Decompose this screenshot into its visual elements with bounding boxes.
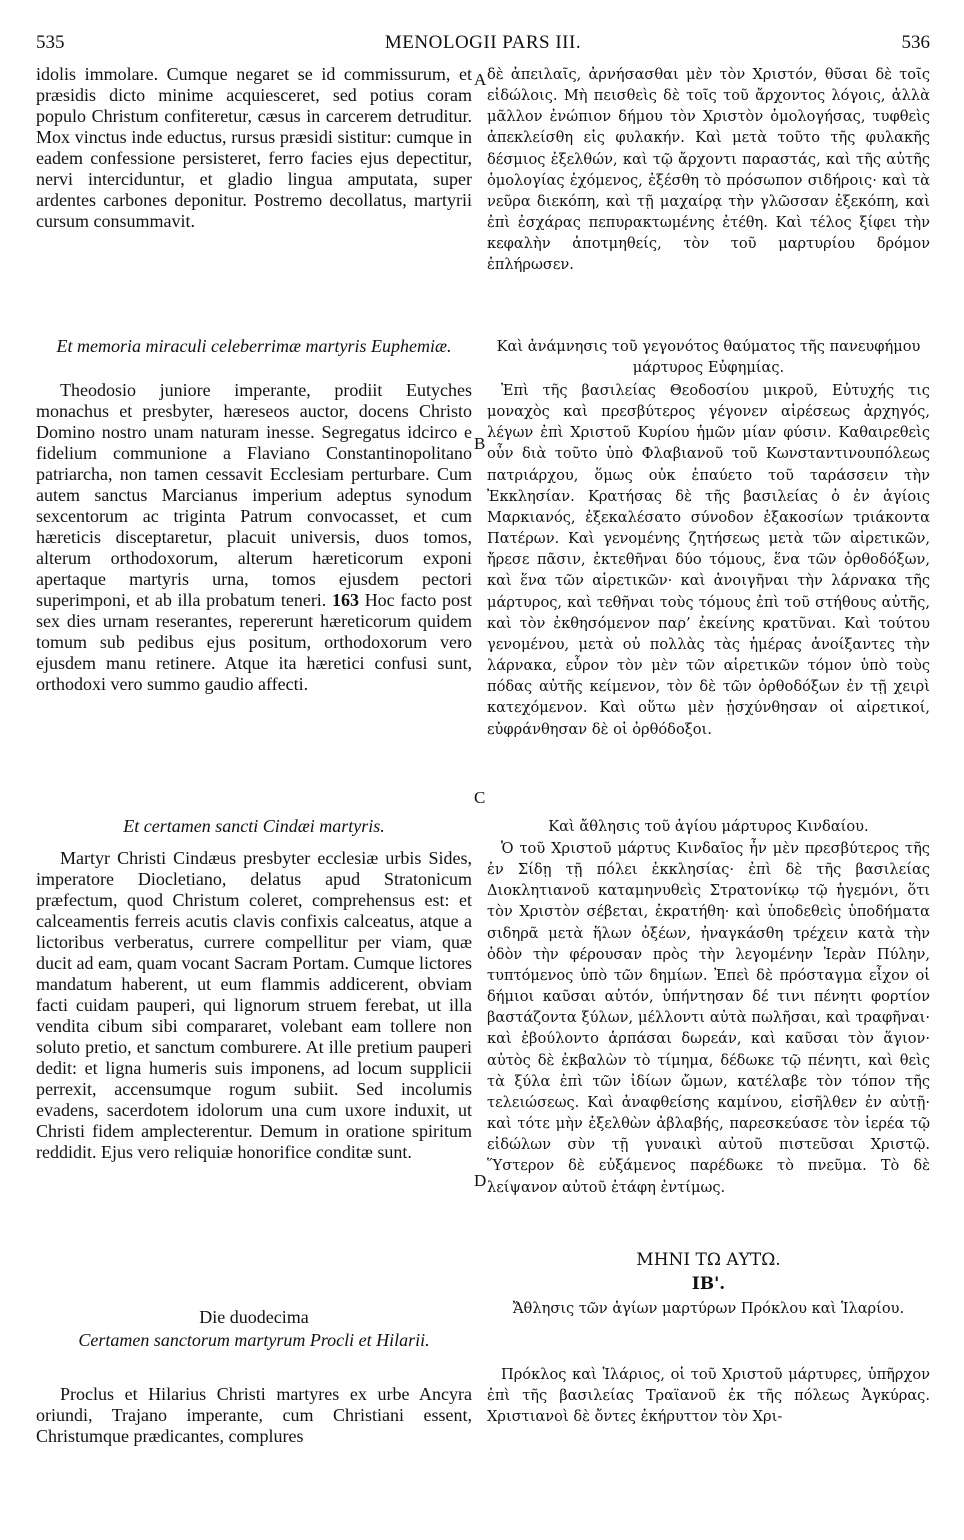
margin-marker-d: D (474, 1171, 487, 1190)
margin-marker-b: B (474, 434, 486, 453)
latin-day-heading: Die duodecima (199, 1307, 309, 1327)
latin-euphemia-title: Et memoria miraculi celeberrimæ martyris Euphemiæ. (56, 336, 452, 356)
greek-paragraph-3: Ὁ τοῦ Χριστοῦ μάρτυς Κινδαῖος ἦν μὲν πρεσβύτερος τῆς ἐν Σίδῃ τῇ πόλει ἐκκλησίας· ἐπὶ δὲ τῆς βασιλείας Διοκλητιανοῦ καταμηνυθεὶς Στρατονίκῳ τῷ ἡγεμόνι, ὅτι τὸν Χριστὸν σέβεται, ἐκρατήθη· καὶ ὑποδεθεὶς ὑποδήματα σιδηρᾶ μετὰ ἥλων ὀξέων, ἠναγκάσθη τρέχειν κατὰ τὴν ὁδὸν τὴν φέρουσαν πρὸς τὴν λεγομένην Ἱερὰν Πύλην, τυπτόμενος ὑπὸ τῶν δημίων. Ἐπεὶ δὲ πρόσταγμα εἶχον οἱ δήμιοι καῦσαι αὐτόν, ὑπήντησαν δέ τινι πένητι φορτίον βαστάζοντα ξύλων, μέλλοντι αὐτὰ πωλῆσαι, καὶ τραφῆναι· καὶ ἐβούλοντο ἁρπάσαι δωρεάν, καὶ καῦσαι τὸν ἅγιον· αὐτὸς δὲ ἐκβαλὼν τὸ τίμημα, δέδωκε τῷ πένητι, καὶ θεὶς τὰ ξύλα ἐπὶ τῶν ἰδίων ὤμων, κατέλαβε τὸν τόπον τῆς τελειώσεως. Καὶ ἀναφθείσης καμίνου, εἰσῆλθεν ἐν αὐτῇ· καὶ τότε μὴν ἐξελθὼν ἀβλαβής, παρεσκεύασε τὸν ἱερέα τῷ εἰδώλων σὺν τῇ γυναικὶ αὐτοῦ πιστεῦσαι Χριστῷ. Ὕστερον δὲ εὐξάμενος παρέδωκε τὸ πνεῦμα. Τὸ δὲ λείψανον αὐτοῦ ἐτάφη ἐντίμως. (487, 840, 930, 1196)
latin-proclus-title: Certamen sanctorum martyrum Procli et Hilarii. (78, 1330, 430, 1350)
greek-month-heading: ΜΗΝΙ ΤΩ ΑΥΤΩ. (636, 1250, 781, 1270)
page-number-left: 535 (36, 32, 65, 53)
latin-paragraph-1: idolis immolare. Cumque negaret se id commissurum, et præsidis dicto minime acquiesceret, sed potius coram populo Christum confiteretur, cæsus in carcerem detruditur. Mox vinctus inde eductus, rursus præsidi sistitur: cumque in eadem confessione persisteret, ferro facies ejus depectitur, nervi interciduntur, et gladio lingua amputata, super ardentes carbones deponitur. Postremo decollatus, martyrii cursum consummavit. (36, 64, 472, 231)
latin-paragraph-2: Theodosio juniore imperante, prodiit Eutyches monachus et presbyter, hæreseos auctor, docens Christo Domino nostro unam naturam inesse. Segregatus idcirco e fidelium communione a Flaviano Constantinopolitano patriarcha, non tamen cessavit Ecclesiam perturbare. Cum autem sanctus Marcianus imperium adeptus synodum sexcentorum ac triginta Patrum convocasset, et cum hæreticis disceptaretur, placuit universis, duos tomos, alterum orthodoxorum, alterum hæreticorum exponi apertaque martyris urna, tomos ejusdem pectori superimponi, et ab illa probatum teneri. 163 Hoc facto post sex dies urnam reserantes, repererunt hæreticorum quidem tomum sub pedibus ejus positum, orthodoxorum vero ejusdem manu retinere. Atque ita hæretici confusi sunt, orthodoxi vero summo gaudio affecti. (36, 380, 473, 694)
margin-marker-c: C (474, 788, 486, 807)
greek-proclus-title: Ἄθλησις τῶν ἁγίων μαρτύρων Πρόκλου καὶ Ἱλαρίου. (512, 1300, 905, 1317)
greek-paragraph-1: δὲ ἀπειλαῖς, ἀρνήσασθαι μὲν τὸν Χριστόν, θῦσαι δὲ τοῖς εἰδώλοις. Μὴ πεισθεὶς δὲ τοῖς τοῦ ἄρχοντος λόγοις, ἀλλὰ μᾶλλον ἐνώπιον δήμου τὸν Χριστὸν ὁμολογήσας, τυφθεὶς ἀπεκλείσθη εἰς φυλακήν. Καὶ μετὰ τοῦτο τῆς φυλακῆς δέσμιος ἐξελθών, καὶ τῷ ἄρχοντι παραστάς, καὶ τῆς αὐτῆς ὁμολογίας ἐχόμενος, ἐξέσθη τὸ πρόσωπον σιδήροις· καὶ τὰ νεῦρα διεκόπη, καὶ τῇ μαχαίρᾳ τὴν γλῶσσαν ἐξεκόπη, καὶ ἐπὶ ἐσχάρας πεπυρακτωμένης ἐτέθη. Καὶ τέλος ξίφει τὴν κεφαλὴν ἀποτμηθείς, τὸν τοῦ μαρτυρίου δρόμον ἐπλήρωσεν. (487, 66, 930, 274)
greek-paragraph-4: Πρόκλος καὶ Ἱλάριος, οἱ τοῦ Χριστοῦ μάρτυρες, ὑπῆρχον ἐπὶ τῆς βασιλείας Τραϊανοῦ ἐκ τῆς πόλεως Ἀγκύρας. Χριστιανοὶ δὲ ὄντες ἐκήρυττον τὸν Χρι- (487, 1366, 930, 1426)
greek-day-heading: ΙΒ'. (691, 1274, 726, 1294)
page-number-right: 536 (901, 32, 930, 53)
greek-paragraph-2: Ἐπὶ τῆς βασιλείας Θεοδοσίου μικροῦ, Εὐτυχής τις μοναχὸς καὶ πρεσβύτερος γέγονεν αἱρέσεως ἀρχηγός, λέγων ἐπὶ Χριστοῦ Κυρίου ἡμῶν μίαν φύσιν. Καθαιρεθεὶς οὖν διὰ τοῦτο ὑπὸ Φλαβιανοῦ τοῦ Κωνσταντινουπόλεως πατριάρχου, ὅμως οὐκ ἐπαύετο τοῦ ταράσσειν τὴν Ἐκκλησίαν. Κρατήσας δὲ τῆς βασιλείας ὁ ἐν ἁγίοις Μαρκιανός, ἐξεκαλέσατο σύνοδον ἑξακοσίων τριάκοντα Πατέρων. Καὶ γενομένης ζητήσεως μετὰ τῶν αἱρετικῶν, ἤρεσε πᾶσιν, ἐκτεθῆναι δύο τόμους, ἕνα τῶν ὀρθοδόξων, καὶ ἕνα τῶν αἱρετικῶν· καὶ ἀνοιγῆναι τὴν λάρνακα τῆς μάρτυρος, καὶ τεθῆναι τοὺς τόμους ἐπὶ τοῦ στήθους αὐτῆς, καὶ τὸν ἐκθησόμενον παρ’ ἐκείνης κρατῦναι. Καὶ τούτου γενομένου, μετὰ οὐ πολλὰς τὰς ἡμέρας ἀνοίξαντες τὴν λάρνακα, εὗρον τὸν μὲν τῶν αἱρετικῶν τόμον ὑπὸ τοὺς πόδας αὐτῆς κείμενον, τὸν δὲ τῶν ὀρθοδόξων ἐν τῇ χειρὶ κατεχόμενον. Καὶ οὕτω μὲν ᾐσχύνθησαν οἱ αἱρετικοί, εὐφράνθησαν δὲ οἱ ὀρθόδοξοι. (487, 382, 930, 738)
latin-paragraph-4: Proclus et Hilarius Christi martyres ex urbe Ancyra oriundi, Trajano imperante, cum Christiani essent, Christumque prædicantes, complures (36, 1384, 472, 1446)
marginal-number: 163 (332, 590, 359, 610)
latin-cindeus-title: Et certamen sancti Cindæi martyris. (123, 816, 385, 836)
latin-paragraph-3: Martyr Christi Cindæus presbyter ecclesiæ urbis Sides, imperatore Diocletiano, delatus apud Stratonicum præfectum, quod Christum coleret, comprehensus est: et calceamentis ferreis acutis clavis confixis calceatus, atque a lictoribus verberatus, currere compellitur per viam, quæ ducit ad eam, quam vocant Sacram Portam. Cumque lictores mandatum haberent, ut eum flammis addicerent, obviam facti cuidam pauperi, qui lignorum struem ferebat, ut illa vendita cibum sibi compararet, volebant eam tollere non soluto pretio, et sanctum comburere. At ille pretium pauperi dedit: et ligna humeris suis imponens, ad locum supplicii perrexit, accensumque rogum subiit. Sed incolumis evadens, sacerdotem idolorum una cum uxore induxit, ut Christi fidem amplecterentur. Demum in oratione spiritum reddidit. Ejus vero reliquiæ honorifice conditæ sunt. (36, 848, 472, 1162)
running-title: MENOLOGII PARS III. (384, 32, 582, 53)
page-header (36, 32, 930, 56)
greek-cindeus-title: Καὶ ἄθλησις τοῦ ἁγίου μάρτυρος Κινδαίου. (548, 818, 869, 835)
margin-marker-a: A (474, 70, 487, 89)
greek-euphemia-title: Καὶ ἀνάμνησις τοῦ γεγονότος θαύματος τῆς πανευφήμου μάρτυρος Εὐφημίας. (496, 338, 921, 377)
